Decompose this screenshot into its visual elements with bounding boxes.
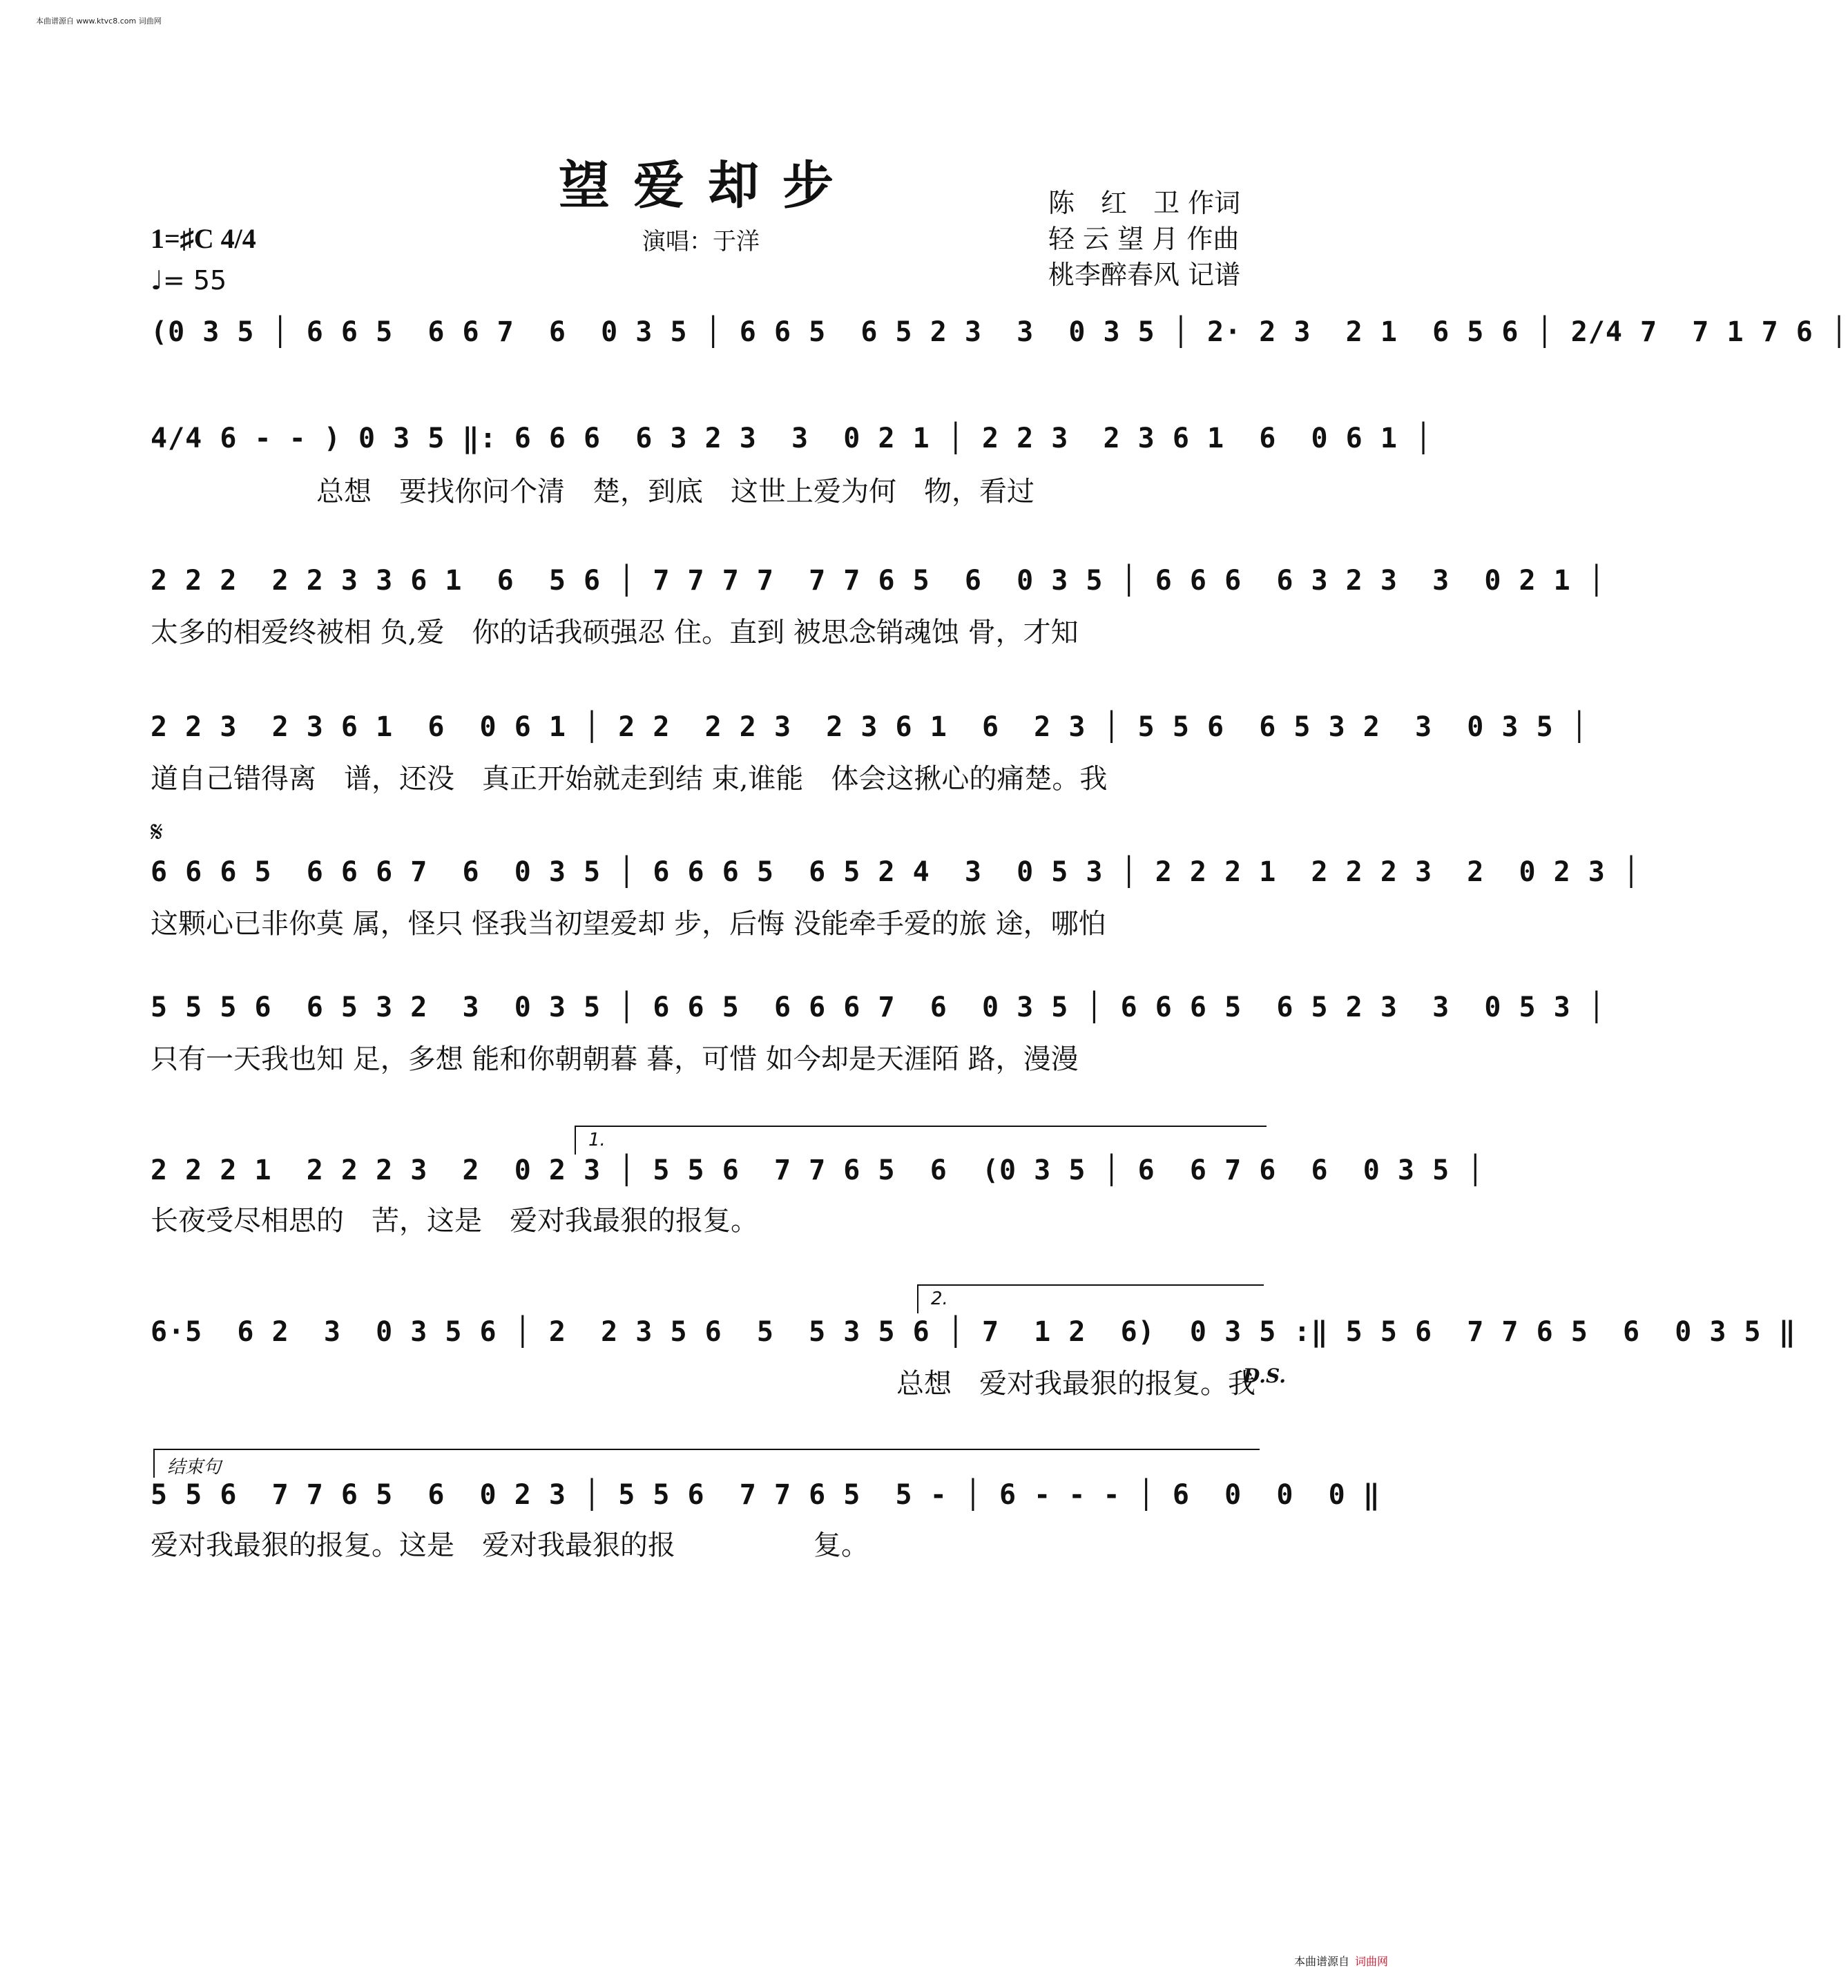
header-source: 本曲谱源自 www.ktvc8.com 词曲网 <box>36 17 162 26</box>
singer: 演唱：于洋 <box>642 228 760 255</box>
volta-1: 1. <box>575 1126 1267 1155</box>
lyrics-row-8: 总想 爱对我最狠的报复。我 <box>151 1368 1255 1400</box>
ending-bracket: 结束句 <box>153 1449 1260 1478</box>
segno-mark: 𝄋 <box>151 815 164 849</box>
footer-brand[interactable]: 词曲网 <box>1354 1955 1388 1968</box>
lyrics-row-4: 道自己错得离 谱，还没 真正开始就走到结 束,谁能 体会这揪心的痛楚。我 <box>151 763 1108 795</box>
left-watermark-strip <box>0 0 7 1988</box>
notation-row-1: (0 3 5 │ 6 6 5 6 6 7 6 0 3 5 │ 6 6 5 6 5 2 3 3 0 3 5 │ 2· 2 3 2 1 6 5 6 │ 2/4 7 7 1 7 6 │ <box>151 316 1848 348</box>
lyrics-row-7: 长夜受尽相思的 苦，这是 爱对我最狠的报复。 <box>151 1205 758 1237</box>
lyrics-row-9: 爱对我最狠的报复。这是 爱对我最狠的报 复。 <box>151 1529 869 1561</box>
lyrics-row-6: 只有一天我也知 足，多想 能和你朝朝暮 暮，可惜 如今却是天涯陌 路，漫漫 <box>151 1043 1079 1075</box>
lyrics-row-2: 总想 要找你问个清 楚，到底 这世上爱为何 物，看过 <box>316 476 1034 508</box>
ds-mark: D.S. <box>1243 1364 1287 1387</box>
credit-composer: 轻 云 望 月 作曲 <box>1048 224 1240 254</box>
footer-source: 本曲谱源自 <box>1293 1955 1349 1968</box>
notation-row-7: 2 2 2 1 2 2 2 3 2 0 2 3 │ 5 5 6 7 7 6 5 6 (0 3 5 │ 6 6 7 6 6 0 3 5 │ <box>151 1155 1485 1186</box>
notation-row-8: 6·5 6 2 3 0 3 5 6 │ 2 2 3 5 6 5 5 3 5 6 │ 7 1 2 6) 0 3 5 :‖ 5 5 6 7 7 6 5 6 0 3 5 ‖ <box>151 1316 1796 1348</box>
lyrics-row-5: 这颗心已非你莫 属，怪只 怪我当初望爱却 步，后悔 没能牵手爱的旅 途，哪怕 <box>151 908 1106 940</box>
footer <box>1294 1953 1388 1969</box>
volta-2: 2. <box>917 1284 1264 1313</box>
credit-transcriber: 桃李醉春风 记谱 <box>1048 260 1241 290</box>
page-title: 望爱却步 <box>559 156 857 215</box>
tempo-mark: ♩= 55 <box>151 265 227 296</box>
notation-row-4: 2 2 3 2 3 6 1 6 0 6 1 │ 2 2 2 2 3 2 3 6 1 6 2 3 │ 5 5 6 6 5 3 2 3 0 3 5 │ <box>151 711 1588 743</box>
credits <box>1048 185 1240 293</box>
notation-row-6: 5 5 5 6 6 5 3 2 3 0 3 5 │ 6 6 5 6 6 6 7 6 0 3 5 │ 6 6 6 5 6 5 2 3 3 0 5 3 │ <box>151 992 1606 1023</box>
credit-lyricist: 陈 红 卫 作词 <box>1048 188 1241 218</box>
key-signature: 1=♯C 4/4 <box>151 223 256 254</box>
notation-row-3: 2 2 2 2 2 3 3 6 1 6 5 6 │ 7 7 7 7 7 7 6 5 6 0 3 5 │ 6 6 6 6 3 2 3 3 0 2 1 │ <box>151 565 1606 597</box>
notation-row-9: 5 5 6 7 7 6 5 6 0 2 3 │ 5 5 6 7 7 6 5 5 - │ 6 - - - │ 6 0 0 0 ‖ <box>151 1479 1380 1511</box>
notation-row-2: 4/4 6 - - ) 0 3 5 ‖: 6 6 6 6 3 2 3 3 0 2 1 │ 2 2 3 2 3 6 1 6 0 6 1 │ <box>151 423 1433 454</box>
notation-row-5: 6 6 6 5 6 6 6 7 6 0 3 5 │ 6 6 6 5 6 5 2 4 3 0 5 3 │ 2 2 2 1 2 2 2 3 2 0 2 3 │ <box>151 856 1641 888</box>
lyrics-row-3: 太多的相爱终被相 负,爱 你的话我硕强忍 住。直到 被思念销魂蚀 骨，才知 <box>151 617 1079 648</box>
